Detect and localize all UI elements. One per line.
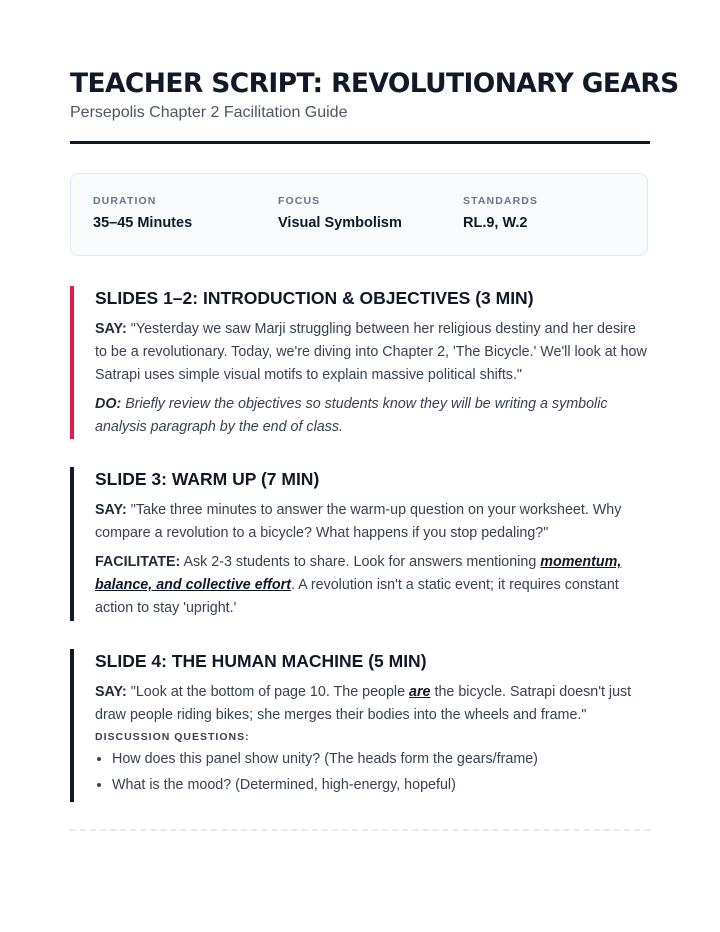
facilitate-emphasis: momentum, balance, and collective effort xyxy=(95,554,622,593)
do-label: DO: xyxy=(95,396,122,412)
title-divider xyxy=(70,141,650,144)
say-label: SAY: xyxy=(95,684,127,700)
page-title: TEACHER SCRIPT: REVOLUTIONARY GEARS xyxy=(70,68,679,99)
say-text: "Look at the bottom of page 10. The people xyxy=(130,684,406,700)
lesson-meta-card xyxy=(70,173,648,256)
list-item: • What is the mood? (Determined, high-energy, hopeful) xyxy=(112,772,650,798)
say-text: "Yesterday we saw Marji struggling between her religious destiny and her desire to be a revolutionary. Today, we're diving into Chapter 2, 'The Bicycle.' We'll look at how Satrapi uses simple visual motifs to explain massive political shifts." xyxy=(95,321,647,383)
meta-duration xyxy=(93,195,192,231)
bottom-divider xyxy=(70,829,650,831)
say-text-end: the bicycle. Satrapi doesn't just draw people riding bikes; she merges their bodies into the wheels and frame." xyxy=(95,684,632,723)
section-heading: SLIDES 1–2: INTRODUCTION & OBJECTIVES (3 MIN) xyxy=(95,288,534,308)
say-emphasis: are xyxy=(409,684,431,700)
do-text: Briefly review the objectives so students know they will be writing a symbolic analysis paragraph by the end of class. xyxy=(95,396,608,435)
meta-label: FOCUS xyxy=(278,195,321,207)
discussion-list xyxy=(95,746,650,798)
section-warm-up xyxy=(70,467,650,621)
do-paragraph xyxy=(95,393,650,439)
meta-value: 35–45 Minutes xyxy=(93,215,193,231)
list-item: • How does this panel show unity? (The heads form the gears/frame) xyxy=(112,746,650,772)
say-text: "Take three minutes to answer the warm-up question on your worksheet. Why compare a revolution to a bicycle? What happens if you stop pedaling?" xyxy=(95,502,622,541)
section-human-machine xyxy=(70,649,650,802)
facilitate-paragraph xyxy=(95,551,650,620)
section-heading: SLIDE 4: THE HUMAN MACHINE (5 MIN) xyxy=(95,651,427,671)
facilitate-text-end: . A revolution isn't a static event; it requires constant action to stay 'upright.' xyxy=(95,577,619,616)
say-label: SAY: xyxy=(95,502,127,518)
say-paragraph xyxy=(95,499,650,545)
meta-label: DURATION xyxy=(93,195,157,207)
meta-label: STANDARDS xyxy=(463,195,539,207)
discussion-label: DISCUSSION QUESTIONS: xyxy=(95,731,250,743)
meta-standards xyxy=(463,195,538,231)
meta-value: RL.9, W.2 xyxy=(463,215,528,231)
say-label: SAY: xyxy=(95,321,127,337)
facilitate-label: FACILITATE: xyxy=(95,554,181,570)
meta-value: Visual Symbolism xyxy=(278,215,402,231)
section-introduction xyxy=(70,286,650,439)
say-paragraph xyxy=(95,681,650,727)
section-heading: SLIDE 3: WARM UP (7 MIN) xyxy=(95,469,320,489)
facilitate-text: Ask 2-3 students to share. Look for answers mentioning xyxy=(183,554,537,570)
say-paragraph xyxy=(95,318,650,387)
page-subtitle: Persepolis Chapter 2 Facilitation Guide xyxy=(70,104,348,121)
meta-focus xyxy=(278,195,402,231)
